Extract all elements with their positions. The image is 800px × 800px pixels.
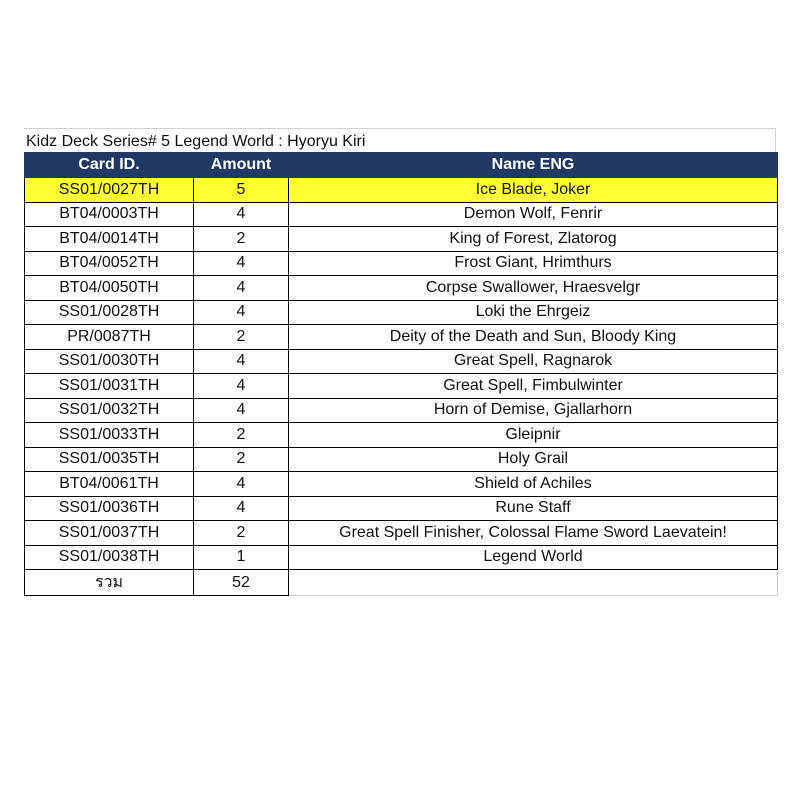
total-label: รวม	[25, 570, 194, 596]
amount-cell: 2	[194, 447, 289, 472]
name-cell: Deity of the Death and Sun, Bloody King	[289, 325, 778, 350]
table-row	[25, 251, 778, 276]
amount-cell: 4	[194, 251, 289, 276]
card-id-cell: SS01/0027TH	[25, 178, 194, 203]
amount-cell: 1	[194, 545, 289, 570]
table-row	[25, 472, 778, 497]
card-id-cell: SS01/0028TH	[25, 300, 194, 325]
amount-cell: 4	[194, 300, 289, 325]
card-id-cell: PR/0087TH	[25, 325, 194, 350]
card-id-header: Card ID.	[25, 153, 194, 178]
card-id-cell: BT04/0050TH	[25, 276, 194, 301]
table-row	[25, 325, 778, 350]
card-id-cell: BT04/0052TH	[25, 251, 194, 276]
amount-cell: 4	[194, 276, 289, 301]
card-id-cell: BT04/0061TH	[25, 472, 194, 497]
card-id-cell: SS01/0035TH	[25, 447, 194, 472]
table-row	[25, 276, 778, 301]
amount-header: Amount	[194, 153, 289, 178]
amount-cell: 2	[194, 325, 289, 350]
table-row	[25, 496, 778, 521]
table-row	[25, 423, 778, 448]
name-cell: Demon Wolf, Fenrir	[289, 202, 778, 227]
name-cell: Great Spell, Ragnarok	[289, 349, 778, 374]
amount-cell: 2	[194, 521, 289, 546]
table-row	[25, 349, 778, 374]
table-row	[25, 374, 778, 399]
card-id-cell: BT04/0014TH	[25, 227, 194, 252]
name-cell: Rune Staff	[289, 496, 778, 521]
amount-cell: 4	[194, 472, 289, 497]
total-amount: 52	[194, 570, 289, 596]
card-id-cell: SS01/0030TH	[25, 349, 194, 374]
amount-cell: 4	[194, 398, 289, 423]
deck-sheet	[24, 128, 776, 596]
card-id-cell: BT04/0003TH	[25, 202, 194, 227]
table-row	[25, 545, 778, 570]
deck-body	[25, 178, 778, 570]
deck-table	[24, 152, 778, 596]
card-id-cell: SS01/0033TH	[25, 423, 194, 448]
table-row	[25, 300, 778, 325]
name-cell: Gleipnir	[289, 423, 778, 448]
card-id-cell: SS01/0037TH	[25, 521, 194, 546]
header-row	[25, 153, 778, 178]
total-row	[25, 570, 778, 596]
total-empty-cell	[289, 570, 778, 596]
amount-cell: 4	[194, 374, 289, 399]
amount-cell: 2	[194, 423, 289, 448]
name-cell: Legend World	[289, 545, 778, 570]
name-cell: King of Forest, Zlatorog	[289, 227, 778, 252]
name-cell: Shield of Achiles	[289, 472, 778, 497]
card-id-cell: SS01/0038TH	[25, 545, 194, 570]
name-cell: Horn of Demise, Gjallarhorn	[289, 398, 778, 423]
card-id-cell: SS01/0031TH	[25, 374, 194, 399]
name-cell: Corpse Swallower, Hraesvelgr	[289, 276, 778, 301]
card-id-cell: SS01/0032TH	[25, 398, 194, 423]
name-cell: Great Spell Finisher, Colossal Flame Sword Laevatein!	[289, 521, 778, 546]
amount-cell: 2	[194, 227, 289, 252]
amount-cell: 5	[194, 178, 289, 203]
table-row	[25, 521, 778, 546]
amount-cell: 4	[194, 202, 289, 227]
amount-cell: 4	[194, 349, 289, 374]
deck-title: Kidz Deck Series# 5 Legend World : Hyoryu Kiri	[24, 128, 776, 152]
table-row	[25, 398, 778, 423]
name-cell: Great Spell, Fimbulwinter	[289, 374, 778, 399]
table-row	[25, 202, 778, 227]
amount-cell: 4	[194, 496, 289, 521]
card-id-cell: SS01/0036TH	[25, 496, 194, 521]
name-cell: Ice Blade, Joker	[289, 178, 778, 203]
name-cell: Frost Giant, Hrimthurs	[289, 251, 778, 276]
table-row	[25, 227, 778, 252]
table-row	[25, 447, 778, 472]
name-header: Name ENG	[289, 153, 778, 178]
table-row	[25, 178, 778, 203]
name-cell: Holy Grail	[289, 447, 778, 472]
name-cell: Loki the Ehrgeiz	[289, 300, 778, 325]
